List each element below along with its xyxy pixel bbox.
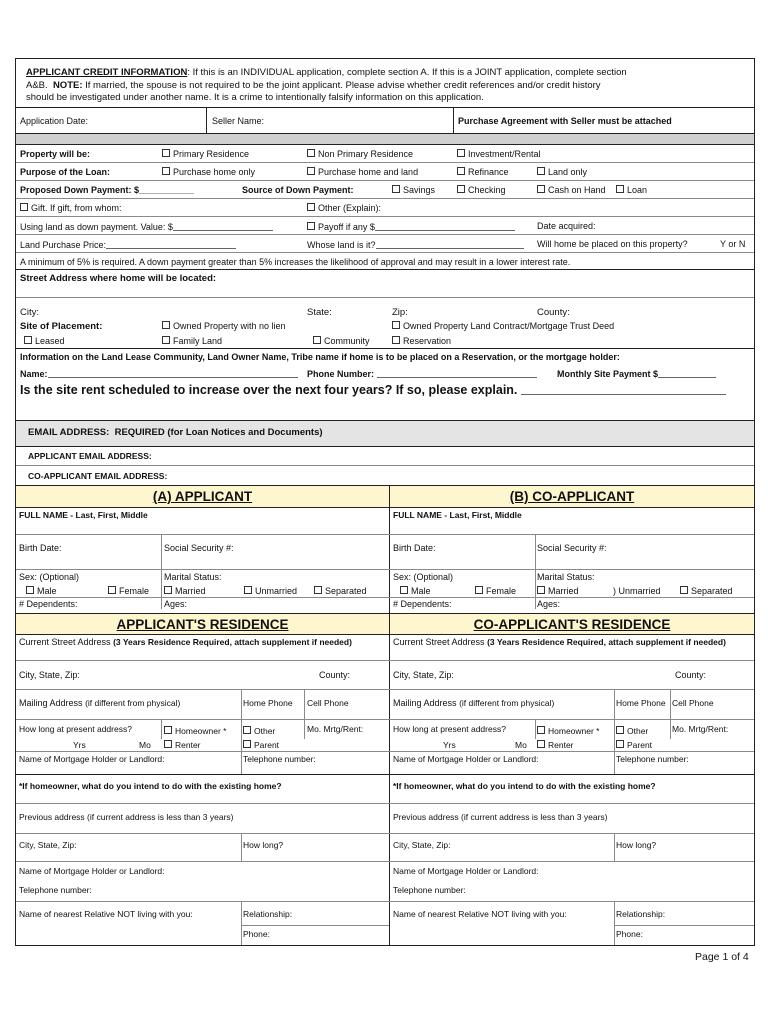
co-applicant-home-phone-label: Home Phone [616, 698, 666, 708]
co-applicant-ssn-label: Social Security #: [537, 543, 607, 553]
site-rent-question[interactable]: Is the site rent scheduled to increase over the next four years? If so, please explain. [20, 383, 726, 397]
applicant-full-name-label: FULL NAME - Last, First, Middle [19, 510, 148, 520]
co-applicant-relationship-label: Relationship: [616, 909, 666, 919]
down-payment-label: Proposed Down Payment: $___________ [20, 185, 195, 195]
site-placement-label: Site of Placement: [20, 321, 103, 332]
applicant-ssn-label: Social Security #: [164, 543, 234, 553]
name-field[interactable]: Name: [20, 368, 298, 379]
intro-title: APPLICANT CREDIT INFORMATION [26, 67, 188, 78]
land-purchase-price-field[interactable]: Land Purchase Price: [20, 239, 236, 250]
co-applicant-email-label: CO-APPLICANT EMAIL ADDRESS: [28, 471, 168, 481]
co-applicant-prev-city-label: City, State, Zip: [393, 840, 451, 850]
checking-checkbox[interactable] [457, 185, 465, 193]
co-applicant-yrs-label: Yrs [443, 740, 456, 750]
land-only-option[interactable]: Land only [537, 167, 587, 177]
reservation-checkbox[interactable] [392, 336, 400, 344]
purchase-home-land-option[interactable]: Purchase home and land [307, 167, 418, 177]
co-applicant-married-checkbox[interactable] [537, 586, 545, 594]
applicant-parent-option[interactable]: Parent [243, 740, 279, 750]
family-land-checkbox[interactable] [162, 336, 170, 344]
co-applicant-telephone-label: Telephone number: [616, 754, 689, 764]
payoff-checkbox[interactable] [307, 222, 315, 230]
co-applicant-female-option[interactable]: Female [475, 586, 516, 596]
co-applicant-nearest-relative-label: Name of nearest Relative NOT living with you: [393, 909, 567, 919]
owned-no-lien-checkbox[interactable] [162, 321, 170, 329]
co-applicant-male-checkbox[interactable] [400, 586, 408, 594]
applicant-separated-option[interactable]: Separated [314, 586, 367, 596]
co-applicant-female-checkbox[interactable] [475, 586, 483, 594]
email-required-note: REQUIRED (for Loan Notices and Documents) [114, 427, 323, 438]
applicant-mortgage-holder-label: Name of Mortgage Holder or Landlord: [19, 754, 165, 764]
primary-residence-option[interactable]: Primary Residence [162, 149, 249, 159]
applicant-renter-option[interactable]: Renter [164, 740, 201, 750]
purchase-home-land-checkbox[interactable] [307, 167, 315, 175]
monthly-site-payment-field[interactable]: Monthly Site Payment $ [557, 368, 716, 379]
investment-rental-checkbox[interactable] [457, 149, 465, 157]
applicant-married-checkbox[interactable] [164, 586, 172, 594]
co-applicant-separated-option[interactable]: Separated [680, 586, 733, 596]
applicant-yrs-label: Yrs [73, 740, 86, 750]
applicant-married-option[interactable]: Married [164, 586, 206, 596]
phone-number-field[interactable]: Phone Number: [307, 368, 537, 379]
state-label: State: [307, 307, 332, 318]
co-applicant-city-state-zip-label: City, State, Zip: [393, 670, 454, 680]
co-applicant-birth-date-label: Birth Date: [393, 543, 436, 553]
intro-text-2b: If married, the spouse is not required to be the joint applicant. Please advise whether credit references and/or credit history [85, 80, 601, 91]
intro-line-2 [26, 80, 601, 91]
gift-option[interactable]: Gift. If gift, from whom: [20, 203, 122, 213]
applicant-homeowner-option[interactable]: Homeowner * [164, 726, 227, 736]
applicant-mailing-label: Mailing Address (if different from physical) [19, 698, 181, 708]
co-applicant-parent-option[interactable]: Parent [616, 740, 652, 750]
applicant-separated-checkbox[interactable] [314, 586, 322, 594]
applicant-email-label: APPLICANT EMAIL ADDRESS: [28, 451, 152, 461]
co-applicant-how-long-present-label: How long at present address? [393, 724, 506, 734]
savings-checkbox[interactable] [392, 185, 400, 193]
co-applicant-cell-phone-label: Cell Phone [672, 698, 714, 708]
co-applicant-prev-mortgage-holder-label: Name of Mortgage Holder or Landlord: [393, 866, 539, 876]
applicant-prev-telephone-label: Telephone number: [19, 885, 92, 895]
applicant-city-state-zip-label: City, State, Zip: [19, 670, 80, 680]
co-applicant-mortgage-holder-label: Name of Mortgage Holder or Landlord: [393, 754, 539, 764]
co-applicant-renter-checkbox[interactable] [537, 740, 545, 748]
co-applicant-ages-label: Ages: [537, 599, 561, 609]
payoff-field[interactable]: Payoff if any $ [307, 221, 515, 232]
co-applicant-dependents-label: # Dependents: [393, 599, 452, 609]
co-applicant-renter-option[interactable]: Renter [537, 740, 574, 750]
community-option[interactable]: Community [313, 336, 370, 346]
applicant-home-phone-label: Home Phone [243, 698, 293, 708]
purchase-home-only-option[interactable]: Purchase home only [162, 167, 255, 177]
applicant-renter-checkbox[interactable] [164, 740, 172, 748]
cash-on-hand-checkbox[interactable] [537, 185, 545, 193]
family-land-option[interactable]: Family Land [162, 336, 222, 346]
street-address-label: Street Address where home will be located: [20, 273, 217, 284]
applicant-county-label: County: [319, 670, 351, 680]
note-label: NOTE: [52, 80, 83, 91]
investment-rental-option[interactable]: Investment/Rental [457, 149, 541, 159]
intro-line-1 [26, 67, 627, 78]
applicant-residence-title: APPLICANT'S RESIDENCE [116, 617, 289, 632]
reservation-option[interactable]: Reservation [392, 336, 451, 346]
co-applicant-residence-title: CO-APPLICANT'S RESIDENCE [473, 617, 671, 632]
co-applicant-sex-label: Sex: (Optional) [393, 572, 454, 582]
applicant-other-option[interactable]: Other [243, 726, 275, 736]
co-applicant-unmarried-option[interactable]: ) Unmarried [613, 586, 661, 596]
applicant-sex-label: Sex: (Optional) [19, 572, 80, 582]
co-applicant-parent-checkbox[interactable] [616, 740, 624, 748]
minimum-down-payment-note: A minimum of 5% is required. A down payment greater than 5% increases the likelihood of approval and may result in a lower interest rate. [20, 257, 571, 267]
co-applicant-mo-label: Mo [515, 740, 527, 750]
applicant-ages-label: Ages: [164, 599, 188, 609]
intro-text-1: : If this is an INDIVIDUAL application, complete section A. If this is a JOINT application, complete section [187, 67, 627, 78]
owned-contract-checkbox[interactable] [392, 321, 400, 329]
co-applicant-phone-label: Phone: [616, 929, 643, 939]
co-applicant-section-title: (B) CO-APPLICANT [509, 489, 635, 504]
co-applicant-county-label: County: [675, 670, 707, 680]
applicant-male-option[interactable]: Male [26, 586, 57, 596]
applicant-mo-label: Mo [139, 740, 151, 750]
refinance-option[interactable]: Refinance [457, 167, 509, 177]
community-checkbox[interactable] [313, 336, 321, 344]
co-applicant-full-name-label: FULL NAME - Last, First, Middle [393, 510, 522, 520]
co-applicant-previous-address-label: Previous address (if current address is less than 3 years) [393, 812, 608, 822]
purchase-agreement-note: Purchase Agreement with Seller must be attached [458, 116, 672, 126]
intro-line-3: should be investigated under another name. It is a crime to intentionally falsify information on this application. [26, 92, 484, 103]
co-applicant-other-checkbox[interactable] [616, 726, 624, 734]
applicant-previous-address-label: Previous address (if current address is less than 3 years) [19, 812, 234, 822]
intro-text-2a: A&B. [26, 80, 48, 91]
owned-contract-option[interactable]: Owned Property Land Contract/Mortgage Trust Deed [392, 321, 614, 331]
zip-label: Zip: [392, 307, 408, 318]
applicant-section-title: (A) APPLICANT [152, 489, 253, 504]
email-title: EMAIL ADDRESS: REQUIRED (for Loan Notices and Documents) [28, 427, 323, 438]
leased-checkbox[interactable] [24, 336, 32, 344]
applicant-phone-label: Phone: [243, 929, 270, 939]
yes-no-label: Y or N [720, 239, 746, 249]
applicant-relationship-label: Relationship: [243, 909, 293, 919]
co-applicant-mailing-label: Mailing Address (if different from physical) [393, 698, 555, 708]
land-only-checkbox[interactable] [537, 167, 545, 175]
applicant-prev-city-label: City, State, Zip: [19, 840, 77, 850]
purchase-home-only-checkbox[interactable] [162, 167, 170, 175]
non-primary-residence-checkbox[interactable] [307, 149, 315, 157]
application-form-page [15, 58, 755, 946]
applicant-homeowner-checkbox[interactable] [164, 726, 172, 734]
applicant-marital-label: Marital Status: [164, 572, 222, 582]
gray-band [16, 134, 754, 144]
applicant-female-checkbox[interactable] [108, 586, 116, 594]
applicant-parent-checkbox[interactable] [243, 740, 251, 748]
co-applicant-mortgage-rent-label: Mo. Mrtg/Rent: [672, 724, 729, 734]
co-applicant-homeowner-option[interactable]: Homeowner * [537, 726, 600, 736]
land-down-payment-field[interactable]: Using land as down payment. Value: $ [20, 221, 273, 232]
seller-name-label: Seller Name: [212, 116, 265, 126]
applicant-mortgage-rent-label: Mo. Mrtg/Rent: [307, 724, 364, 734]
applicant-how-long-label: How long? [243, 840, 284, 850]
loan-option[interactable]: Loan [616, 185, 647, 195]
cash-on-hand-option[interactable]: Cash on Hand [537, 185, 606, 195]
other-explain-option[interactable]: Other (Explain): [307, 203, 381, 213]
applicant-homeowner-question: *If homeowner, what do you intend to do with the existing home? [19, 781, 282, 791]
applicant-unmarried-checkbox[interactable] [244, 586, 252, 594]
savings-option[interactable]: Savings [392, 185, 435, 195]
loan-checkbox[interactable] [616, 185, 624, 193]
co-applicant-homeowner-question: *If homeowner, what do you intend to do with the existing home? [393, 781, 656, 791]
application-date-label: Application Date: [20, 116, 89, 126]
primary-residence-checkbox[interactable] [162, 149, 170, 157]
applicant-telephone-label: Telephone number: [243, 754, 316, 764]
county-label: County: [537, 307, 570, 318]
co-applicant-prev-telephone-label: Telephone number: [393, 885, 466, 895]
applicant-birth-date-label: Birth Date: [19, 543, 62, 553]
gift-checkbox[interactable] [20, 203, 28, 211]
home-placed-question: Will home be placed on this property? [537, 239, 688, 249]
applicant-male-checkbox[interactable] [26, 586, 34, 594]
applicant-dependents-label: # Dependents: [19, 599, 78, 609]
co-applicant-current-street-label: Current Street Address (3 Years Residence Required, attach supplement if needed) [393, 637, 726, 647]
co-applicant-marital-label: Marital Status: [537, 572, 595, 582]
co-applicant-homeowner-checkbox[interactable] [537, 726, 545, 734]
applicant-female-option[interactable]: Female [108, 586, 149, 596]
whose-land-field[interactable]: Whose land is it? [307, 239, 524, 250]
applicant-cell-phone-label: Cell Phone [307, 698, 349, 708]
applicant-prev-mortgage-holder-label: Name of Mortgage Holder or Landlord: [19, 866, 165, 876]
leased-option[interactable]: Leased [24, 336, 65, 346]
down-payment-source-label: Source of Down Payment: [242, 185, 354, 195]
property-label: Property will be: [20, 149, 91, 159]
co-applicant-other-option[interactable]: Other [616, 726, 648, 736]
co-applicant-how-long-label: How long? [616, 840, 657, 850]
owned-no-lien-option[interactable]: Owned Property with no lien [162, 321, 286, 331]
applicant-nearest-relative-label: Name of nearest Relative NOT living with you: [19, 909, 193, 919]
loan-purpose-label: Purpose of the Loan: [20, 167, 110, 177]
date-acquired-label: Date acquired: [537, 221, 596, 231]
co-applicant-male-option[interactable]: Male [400, 586, 431, 596]
applicant-unmarried-option[interactable]: Unmarried [244, 586, 297, 596]
co-applicant-separated-checkbox[interactable] [680, 586, 688, 594]
applicant-how-long-present-label: How long at present address? [19, 724, 132, 734]
applicant-current-street-label: Current Street Address (3 Years Residence Required, attach supplement if needed) [19, 637, 352, 647]
land-lease-info-label: Information on the Land Lease Community, Land Owner Name, Tribe name if home is to be placed on a Reservation, or the mortgage holder: [20, 352, 620, 362]
page-number: Page 1 of 4 [695, 951, 749, 963]
other-explain-checkbox[interactable] [307, 203, 315, 211]
non-primary-residence-option[interactable]: Non Primary Residence [307, 149, 413, 159]
city-label: City: [20, 307, 39, 318]
checking-option[interactable]: Checking [457, 185, 506, 195]
co-applicant-married-option[interactable]: Married [537, 586, 579, 596]
refinance-checkbox[interactable] [457, 167, 465, 175]
applicant-other-checkbox[interactable] [243, 726, 251, 734]
